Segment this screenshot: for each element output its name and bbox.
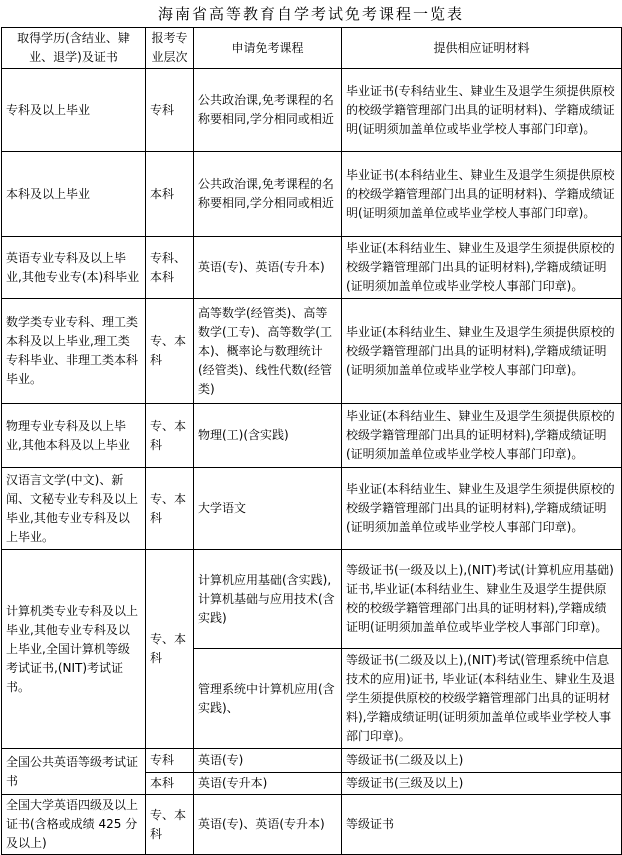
course-cell: 英语(专) [194,749,342,773]
qualification-cell: 数学类专业专科、理工类本科及以上毕业,理工类专科毕业、非理工类本科毕业。 [2,299,146,404]
table-header-row [2,28,622,69]
level-cell: 专科、本科 [146,237,194,299]
material-cell: 毕业证(本科结业生、肄业生及退学生须提供原校的校级学籍管理部门出具的证明材料),学籍成绩证明(证明须加盖单位或毕业学校人事部门印章)。 [342,237,622,299]
course-cell: 英语(专)、英语(专升本) [194,795,342,855]
level-cell: 专科 [146,749,194,773]
course-cell: 英语(专升本) [194,773,342,795]
level-cell: 专、本科 [146,404,194,468]
table-row [2,468,622,550]
course-cell: 大学语文 [194,468,342,550]
material-cell: 等级证书 [342,795,622,855]
level-cell: 专、本科 [146,795,194,855]
qualification-cell: 计算机类专业专科及以上毕业,其他专业专科及以上毕业,全国计算机等级考试证书,(NIT)考试证书。 [2,550,146,749]
level-cell: 专、本科 [146,468,194,550]
course-cell: 管理系统中计算机应用(含实践)、 [194,649,342,749]
material-cell: 毕业证(本科结业生、肄业生及退学生须提供原校的校级学籍管理部门出具的证明材料),学籍成绩证明(证明须加盖单位或毕业学校人事部门印章)。 [342,468,622,550]
qualification-cell: 汉语言文学(中文)、新闻、文秘专业专科及以上毕业,其他专业专科及以上毕业。 [2,468,146,550]
qualification-cell: 物理专业专科及以上毕业,其他本科及以上毕业 [2,404,146,468]
material-cell: 毕业证书(本科结业生、肄业生及退学生须提供原校的校级学籍管理部门出具的证明材料)、学籍成绩证明(证明须加盖单位或毕业学校人事部门印章)。 [342,152,622,237]
table-row [2,749,622,773]
page-title: 海南省高等教育自学考试免考课程一览表 [157,5,464,23]
course-cell: 物理(工)(含实践) [194,404,342,468]
qualification-cell: 全国大学英语四级及以上证书(含格或成绩 425 分及以上) [2,795,146,855]
header-qualification: 取得学历(含结业、肄业、退学)及证书 [2,28,146,69]
level-cell: 专、本科 [146,299,194,404]
table-row [2,550,622,649]
exemption-table [1,27,622,855]
course-cell: 英语(专)、英语(专升本) [194,237,342,299]
level-cell: 本科 [146,773,194,795]
header-course: 申请免考课程 [194,28,342,69]
qualification-cell: 专科及以上毕业 [2,69,146,152]
table-row [2,69,622,152]
level-cell: 专科 [146,69,194,152]
table-row [2,237,622,299]
course-cell: 公共政治课,免考课程的名称要相同,学分相同或相近 [194,69,342,152]
level-cell: 本科 [146,152,194,237]
qualification-cell: 全国公共英语等级考试证书 [2,749,146,795]
material-cell: 等级证书(三级及以上) [342,773,622,795]
course-cell: 高等数学(经管类)、高等数学(工专)、高等数学(工本)、概率论与数理统计(经管类)、线性代数(经管类) [194,299,342,404]
material-cell: 毕业证书(专科结业生、肄业生及退学生须提供原校的校级学籍管理部门出具的证明材料)、学籍成绩证明(证明须加盖单位或毕业学校人事部门印章)。 [342,69,622,152]
level-cell: 专、本科 [146,550,194,749]
material-cell: 等级证书(二级及以上),(NIT)考试(管理系统中信息技术的应用)证书, 毕业证(本科结业生、肄业生及退学生须提供原校的校级学籍管理部门出具的证明材料),学籍成绩证明(证明须加盖单位或毕业学校人事部门印章)。 [342,649,622,749]
course-cell: 计算机应用基础(含实践),计算机基础与应用技术(含实践) [194,550,342,649]
qualification-cell: 英语专业专科及以上毕业,其他专业专(本)科毕业 [2,237,146,299]
table-row [2,152,622,237]
material-cell: 等级证书(二级及以上) [342,749,622,773]
qualification-cell: 本科及以上毕业 [2,152,146,237]
header-material: 提供相应证明材料 [342,28,622,69]
material-cell: 毕业证(本科结业生、肄业生及退学生须提供原校的校级学籍管理部门出具的证明材料),学籍成绩证明(证明须加盖单位或毕业学校人事部门印章)。 [342,404,622,468]
table-row [2,404,622,468]
table-row [2,795,622,855]
table-row [2,299,622,404]
material-cell: 毕业证(本科结业生、肄业生及退学生须提供原校的校级学籍管理部门出具的证明材料),学籍成绩证明(证明须加盖单位或毕业学校人事部门印章)。 [342,299,622,404]
header-level: 报考专业层次 [146,28,194,69]
material-cell: 等级证书(一级及以上),(NIT)考试(计算机应用基础)证书,毕业证(本科结业生、肄业生及退学生提供原校的校级学籍管理部门出具的证明材料),学籍成绩证明(证明须加盖单位或毕业学校人事部门印章)。 [342,550,622,649]
course-cell: 公共政治课,免考课程的名称要相同,学分相同或相近 [194,152,342,237]
